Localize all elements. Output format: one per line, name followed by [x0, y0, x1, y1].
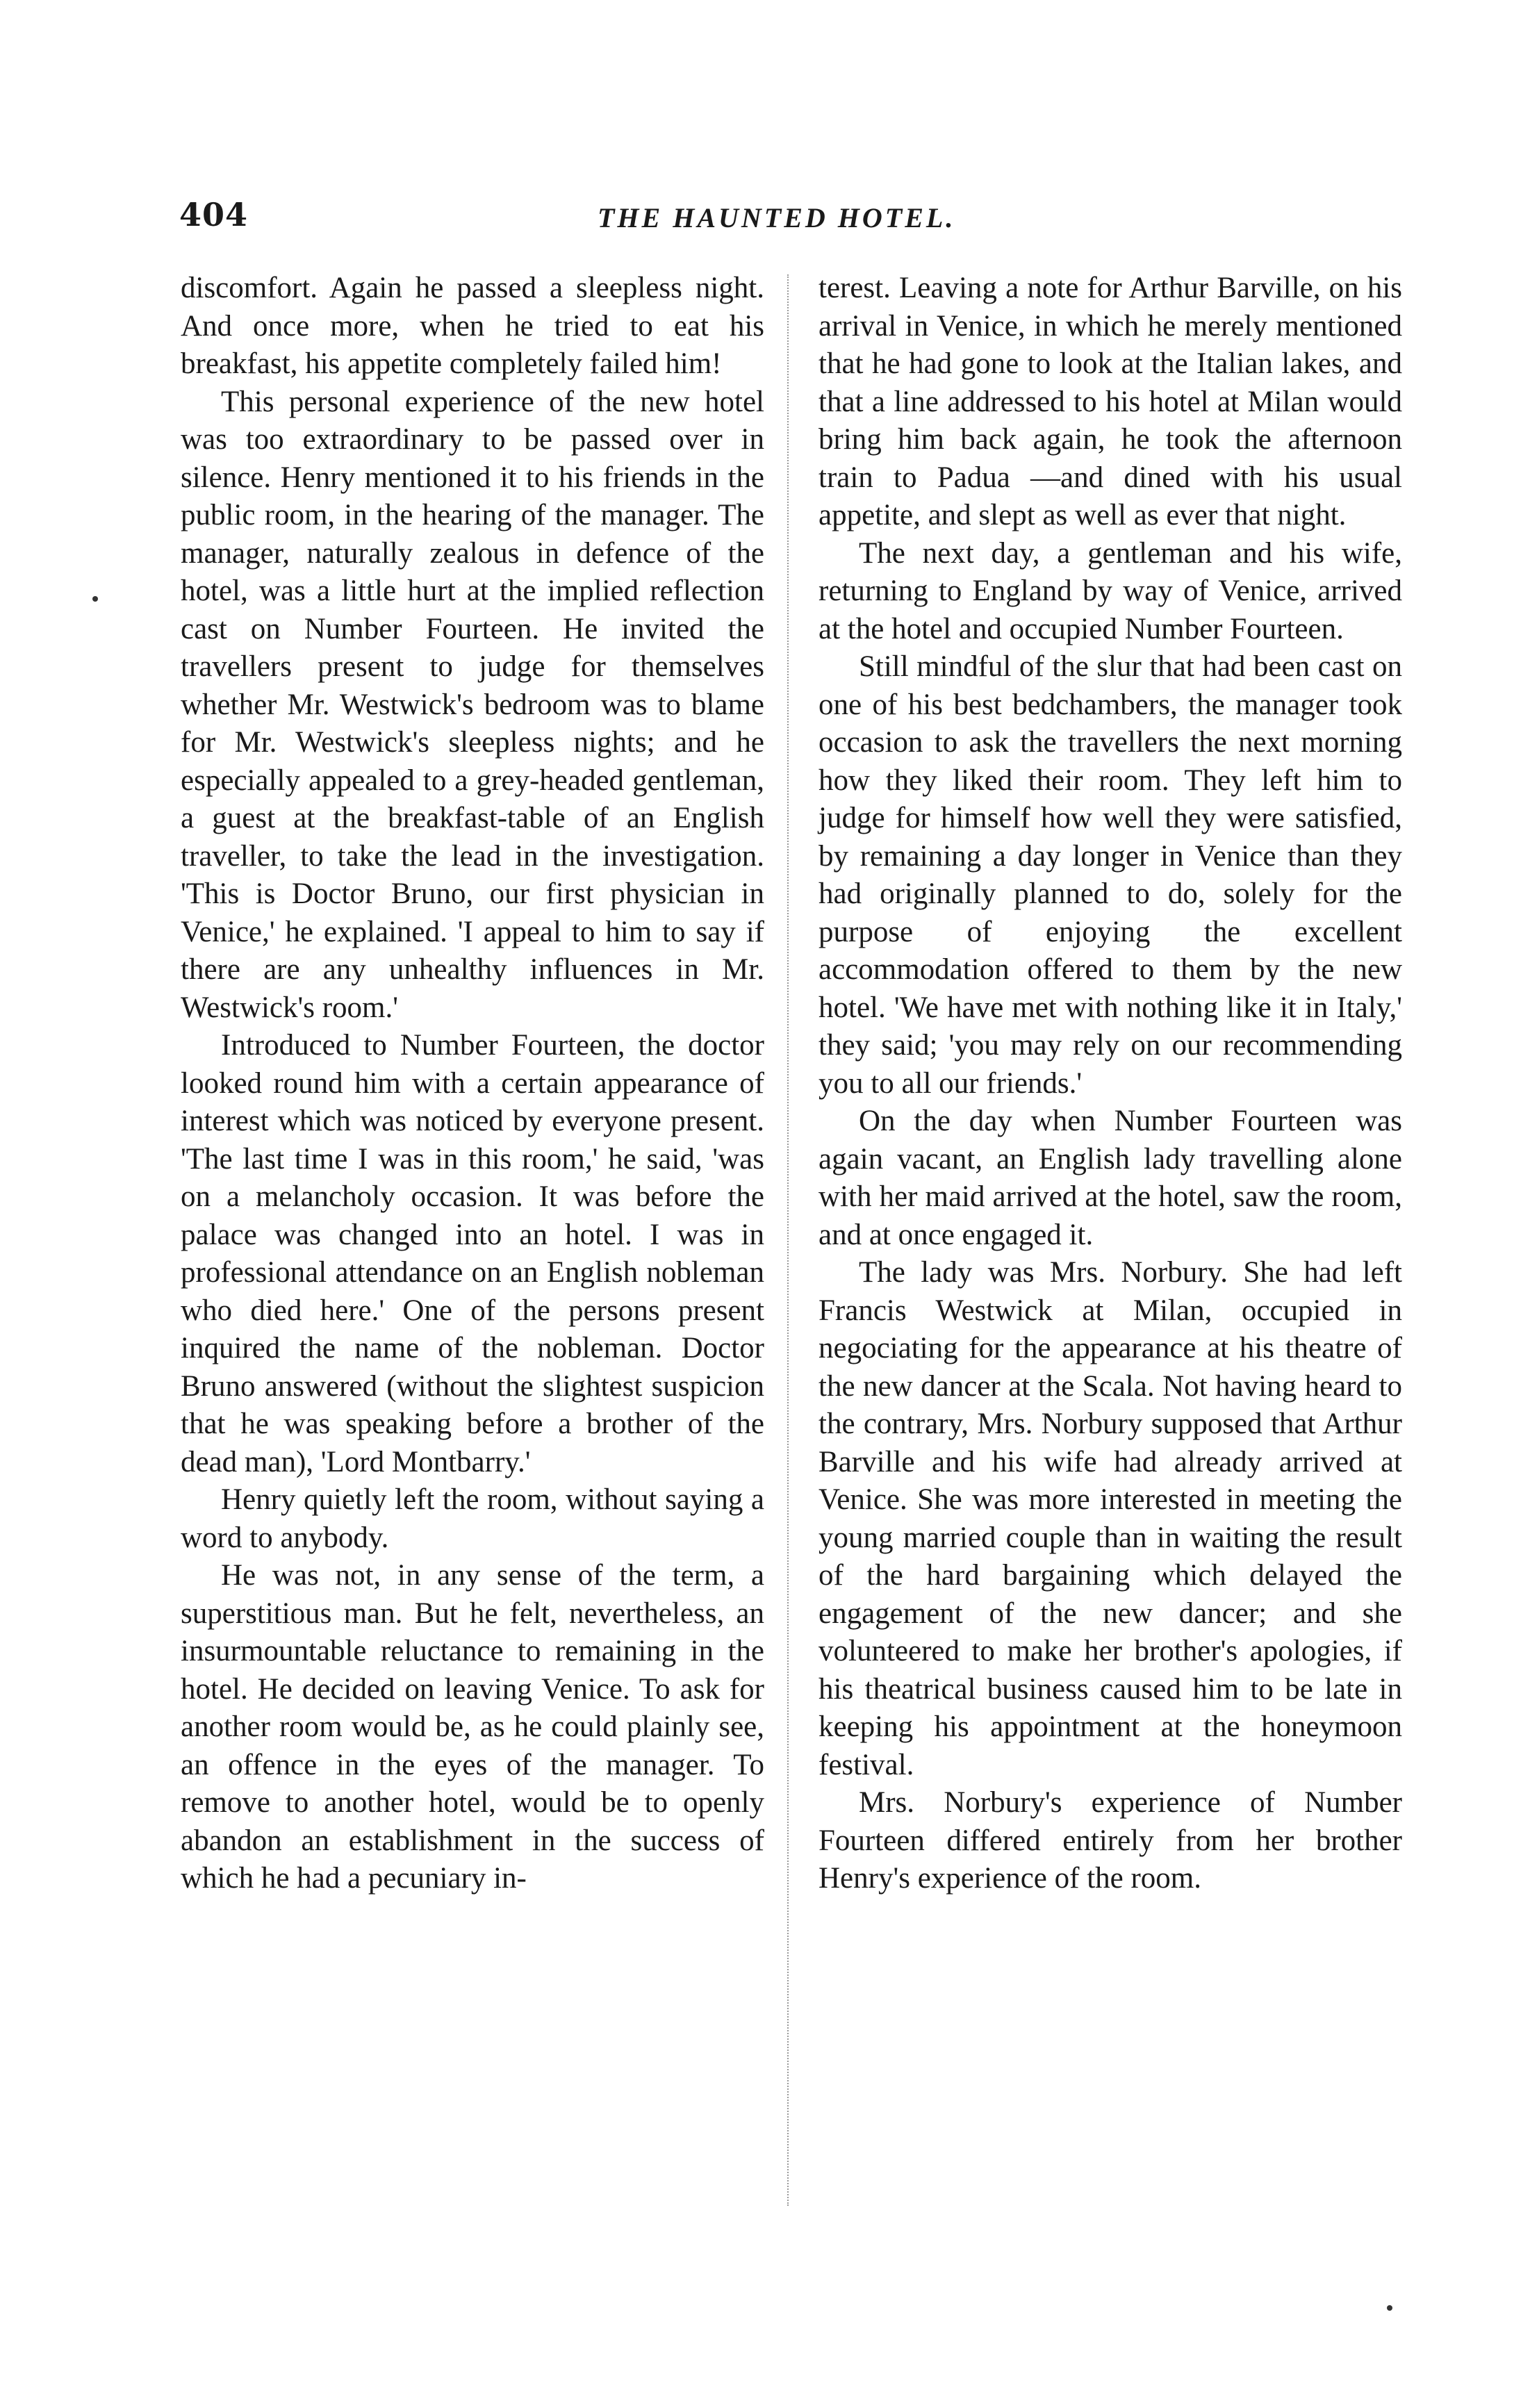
paragraph: The lady was Mrs. Norbury. She had left Francis Westwick at Milan, occupied in negociating for the appearance at his theatre of the new dancer at the Scala. Not having heard to the contrary, Mrs. Norbury supposed that Arthur Barville and his wife had already arrived at Venice. She was more interested in meeting the young married couple than in waiting the result of the hard bargaining which delayed the engagement of the new dancer; and she volunteered to make her brother's apologies, if his theatrical business caused him to be late in keeping his appointment at the honeymoon festival. — [819, 1256, 1402, 1781]
ink-speck — [92, 596, 98, 602]
column-divider — [787, 274, 789, 2206]
paragraph: This personal experience of the new hotel was too extraordinary to be passed over in silence. Henry mentioned it to his friends in the public room, in the hearing of the manager. The manager, naturally zealous in defence of the hotel, was a little hurt at the implied reflection cast on Number Fourteen. He invited the travellers present to judge for themselves whether Mr. Westwick's bedroom was to blame for Mr. Westwick's sleepless nights; and he especially appealed to a grey-headed gentleman, a guest at the breakfast-table of an English traveller, to take the lead in the investigation. 'This is Doctor Bruno, our first physician in Venice,' he explained. 'I appeal to him to say if there are any unhealthy influences in Mr. Westwick's room.' — [181, 385, 764, 1024]
paragraph: terest. Leaving a note for Arthur Barville, on his arrival in Venice, in which he merely mentioned that he had gone to look at the Italian lakes, and that a line addressed to his hotel at Milan would bring him back again, he took the afternoon train to Padua —and dined with his usual appetite, and slept as well as ever that night. — [819, 272, 1402, 531]
paragraph: Still mindful of the slur that had been cast on one of his best bedchambers, the manager took occasion to ask the travellers the next morning how they liked their room. They left him to judge for himself how well they were satisfied, by remaining a day longer in Venice than they had originally planned to do, solely for the purpose of enjoying the excellent accommodation offered to them by the new hotel. 'We have met with nothing like it in Italy,' they said; 'you may rely on our recommending you to all our friends.' — [819, 650, 1402, 1100]
running-title: THE HAUNTED HOTEL. — [598, 202, 956, 233]
paragraph: discomfort. Again he passed a sleepless night. And once more, when he tried to eat his breakfast, his appetite completely failed him! — [181, 272, 764, 380]
paragraph: He was not, in any sense of the term, a superstitious man. But he felt, nevertheless, an insurmountable reluctance to remaining in the hotel. He decided on leaving Venice. To ask for another room would be, as he could plainly see, an offence in the eyes of the manager. To remove to another hotel, would be to openly abandon an establishment in the success of which he had a pecuniary in- — [181, 1559, 764, 1895]
left-column — [181, 270, 764, 1898]
page-number: 404 — [179, 196, 249, 233]
paragraph: Mrs. Norbury's experience of Number Fourteen differed entirely from her brother Henry's experience of the room. — [819, 1786, 1402, 1895]
paragraph: Introduced to Number Fourteen, the doctor looked round him with a certain appearance of interest which was noticed by everyone present. 'The last time I was in this room,' he said, 'was on a melancholy occasion. It was before the palace was changed into an hotel. I was in professional attendance on an English nobleman who died here.' One of the persons present inquired the name of the nobleman. Doctor Bruno answered (without the slightest suspicion that he was speaking before a brother of the dead man), 'Lord Montbarry.' — [181, 1029, 764, 1478]
paragraph: Henry quietly left the room, without saying a word to anybody. — [181, 1483, 764, 1554]
paragraph: On the day when Number Fourteen was again vacant, an English lady travelling alone with her maid arrived at the hotel, saw the room, and at once engaged it. — [819, 1105, 1402, 1251]
ink-speck — [1387, 2305, 1392, 2311]
right-column — [819, 270, 1402, 1898]
paragraph: The next day, a gentleman and his wife, returning to England by way of Venice, arrived at the hotel and occupied Number Fourteen. — [819, 536, 1402, 645]
